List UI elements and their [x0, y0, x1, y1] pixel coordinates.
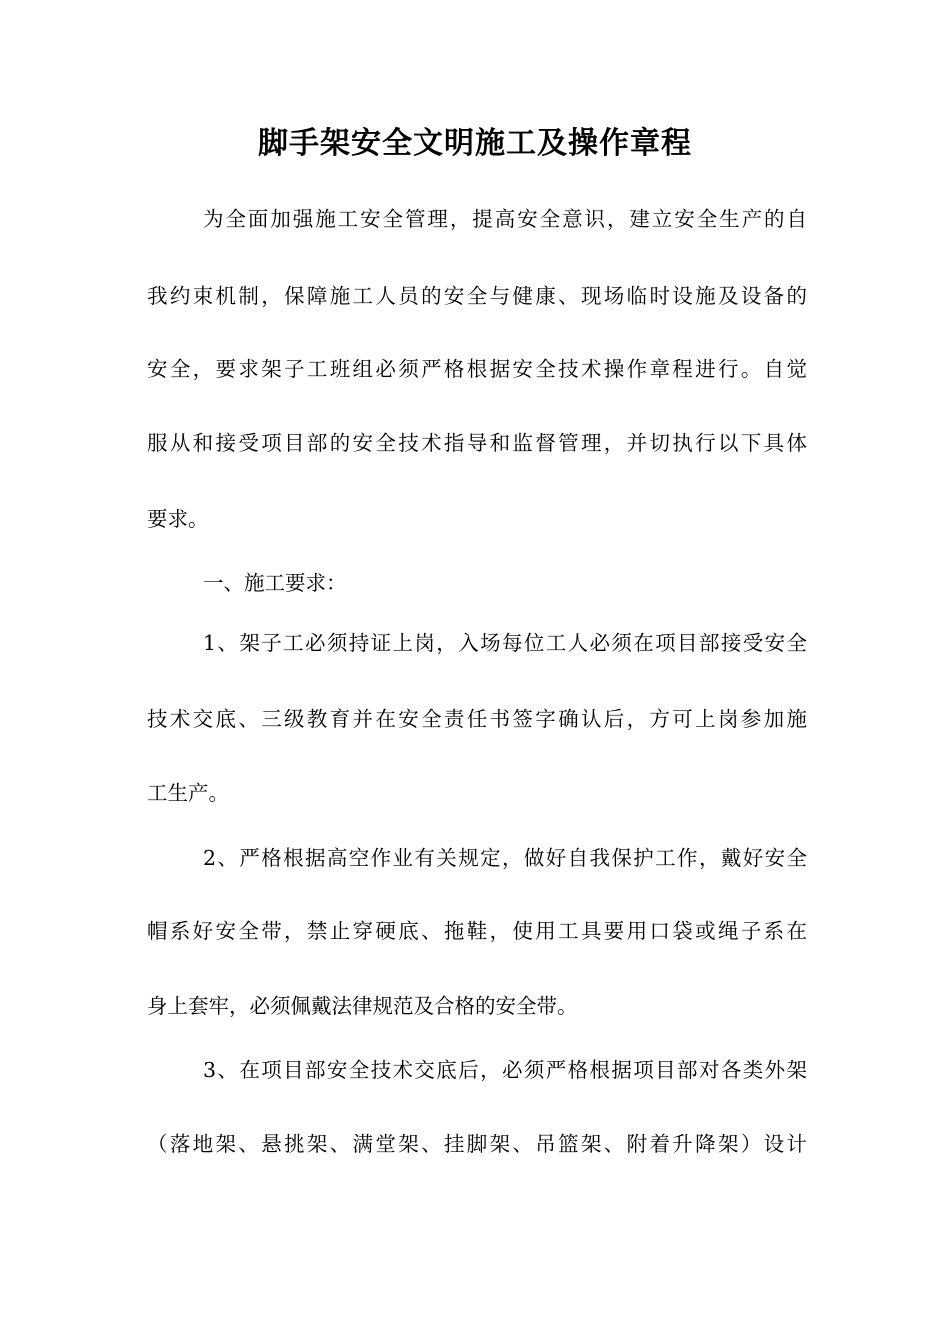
paragraph-line: 为全面加强施工安全管理，提高安全意识，建立安全生产的自 [203, 207, 807, 231]
paragraph-line: 服从和接受项目部的安全技术指导和监督管理，并切执行以下具体 [147, 431, 807, 455]
paragraph-line: 3、在项目部安全技术交底后，必须严格根据项目部对各类外架 [203, 1058, 807, 1082]
paragraph-line: 帽系好安全带，禁止穿硬底、拖鞋，使用工具要用口袋或绳子系在 [147, 919, 807, 943]
paragraph-line: 要求。 [147, 507, 209, 531]
paragraph-line: 安全，要求架子工班组必须严格根据安全技术操作章程进行。自觉 [147, 357, 807, 381]
paragraph-line: 工生产。 [147, 781, 229, 805]
section-heading: 一、施工要求： [203, 571, 347, 595]
paragraph-line: 2、严格根据高空作业有关规定，做好自我保护工作，戴好安全 [203, 846, 807, 870]
paragraph-line: 我约束机制，保障施工人员的安全与健康、现场临时设施及设备的 [147, 284, 807, 308]
document-title: 脚手架安全文明施工及操作章程 [258, 126, 692, 161]
paragraph-line: 1、架子工必须持证上岗，入场每位工人必须在项目部接受安全 [203, 631, 807, 655]
paragraph-line: 技术交底、三级教育并在安全责任书签字确认后，方可上岗参加施 [147, 707, 807, 731]
paragraph-line: 身上套牢，必须佩戴法律规范及合格的安全带。 [147, 994, 578, 1018]
paragraph-line: （落地架、悬挑架、满堂架、挂脚架、吊篮架、附着升降架）设计 [147, 1132, 807, 1156]
